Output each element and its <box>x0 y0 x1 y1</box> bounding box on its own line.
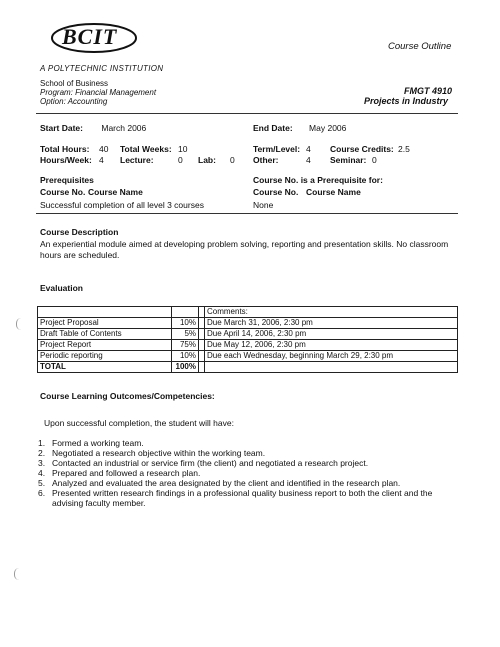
end-date-row <box>253 123 346 133</box>
outcomes-intro: Upon successful completion, the student will have: <box>44 418 234 428</box>
lecture-value: 0 <box>178 155 183 165</box>
description-title: Course Description <box>40 227 119 237</box>
list-text: Formed a working team. <box>52 438 144 448</box>
list-item <box>38 448 458 458</box>
start-date-row <box>40 123 146 133</box>
list-number: 5. <box>38 478 46 488</box>
eval-item: Project Report <box>38 340 172 351</box>
table-cell <box>205 362 458 373</box>
prereq-for-title: Course No. is a Prerequisite for: <box>253 175 383 185</box>
list-item <box>38 468 458 478</box>
total-hours-value: 40 <box>99 144 109 154</box>
other-label: Other: <box>253 155 279 165</box>
prereq-for-course-name-header: Course Name <box>306 187 361 197</box>
evaluation-table <box>37 306 458 373</box>
eval-total-percent: 100% <box>172 362 199 373</box>
list-item <box>38 488 458 508</box>
eval-comment: Due May 12, 2006, 2:30 pm <box>205 340 458 351</box>
eval-percent: 5% <box>172 329 199 340</box>
seminar-value: 0 <box>372 155 377 165</box>
option-name: Option: Accounting <box>40 97 108 106</box>
list-text: Prepared and followed a research plan. <box>52 468 201 478</box>
prereq-for-value: None <box>253 200 274 210</box>
end-date-value: May 2006 <box>309 123 347 133</box>
doc-type: Course Outline <box>388 41 452 52</box>
binder-mark <box>14 568 19 580</box>
binder-mark <box>16 318 21 330</box>
seminar-label: Seminar: <box>330 155 367 165</box>
list-item <box>38 458 458 468</box>
eval-item: Draft Table of Contents <box>38 329 172 340</box>
eval-comment: Due each Wednesday, beginning March 29, 2:30 pm <box>205 351 458 362</box>
table-cell <box>172 307 199 318</box>
lecture-label: Lecture: <box>120 155 154 165</box>
table-row <box>38 362 458 373</box>
list-text: Presented written research findings in a professional quality business report to both the client and the advising faculty member. <box>52 488 433 508</box>
list-item <box>38 438 458 448</box>
outcomes-list <box>38 438 458 508</box>
evaluation-title: Evaluation <box>40 283 83 293</box>
total-hours-label: Total Hours: <box>40 144 90 154</box>
divider <box>36 213 458 214</box>
term-value: 4 <box>306 144 311 154</box>
prereq-for-course-no-header: Course No. <box>253 187 299 197</box>
total-weeks-value: 10 <box>178 144 188 154</box>
table-row <box>38 318 458 329</box>
institution-tagline: A POLYTECHNIC INSTITUTION <box>40 64 164 73</box>
bcit-logo <box>48 18 140 64</box>
prereq-course-name-header: Course Name <box>88 187 143 197</box>
divider <box>36 113 458 114</box>
eval-percent: 75% <box>172 340 199 351</box>
logo-text: BCIT <box>62 24 118 49</box>
list-number: 6. <box>38 488 46 498</box>
table-row <box>38 351 458 362</box>
other-value: 4 <box>306 155 311 165</box>
school-name: School of Business <box>40 79 109 88</box>
hours-week-label: Hours/Week: <box>40 155 92 165</box>
eval-percent: 10% <box>172 351 199 362</box>
outcomes-title: Course Learning Outcomes/Competencies: <box>40 391 215 401</box>
list-number: 3. <box>38 458 46 468</box>
table-cell <box>38 307 172 318</box>
list-text: Contacted an industrial or service firm (the client) and negotiated a research project. <box>52 458 369 468</box>
prereq-course-no-header: Course No. <box>40 187 86 197</box>
start-date-value: March 2006 <box>101 123 147 133</box>
hours-week-value: 4 <box>99 155 104 165</box>
eval-item: Periodic reporting <box>38 351 172 362</box>
list-text: Analyzed and evaluated the area designated by the client and identified in the research plan. <box>52 478 401 488</box>
lab-label: Lab: <box>198 155 216 165</box>
list-number: 1. <box>38 438 46 448</box>
comments-header: Comments: <box>205 307 458 318</box>
list-number: 2. <box>38 448 46 458</box>
description-text: An experiential module aimed at developing problem solving, reporting and presentation skills. No classroom hours are scheduled. <box>40 239 449 260</box>
end-date-label: End Date: <box>253 123 293 133</box>
list-item <box>38 478 458 488</box>
table-row <box>38 340 458 351</box>
prereq-value: Successful completion of all level 3 courses <box>40 200 204 210</box>
credits-label: Course Credits: <box>330 144 394 154</box>
table-row <box>38 329 458 340</box>
eval-total-label: TOTAL <box>38 362 172 373</box>
start-date-label: Start Date: <box>40 123 83 133</box>
prereq-title: Prerequisites <box>40 175 94 185</box>
total-weeks-label: Total Weeks: <box>120 144 172 154</box>
course-code: FMGT 4910 <box>404 86 453 96</box>
term-label: Term/Level: <box>253 144 301 154</box>
list-number: 4. <box>38 468 46 478</box>
program-name: Program: Financial Management <box>40 88 157 97</box>
eval-percent: 10% <box>172 318 199 329</box>
credits-value: 2.5 <box>398 144 410 154</box>
table-row <box>38 307 458 318</box>
eval-item: Project Proposal <box>38 318 172 329</box>
eval-comment: Due April 14, 2006, 2:30 pm <box>205 329 458 340</box>
list-text: Negotiated a research objective within the working team. <box>52 448 266 458</box>
eval-comment: Due March 31, 2006, 2:30 pm <box>205 318 458 329</box>
lab-value: 0 <box>230 155 235 165</box>
course-title: Projects in Industry <box>364 96 449 106</box>
